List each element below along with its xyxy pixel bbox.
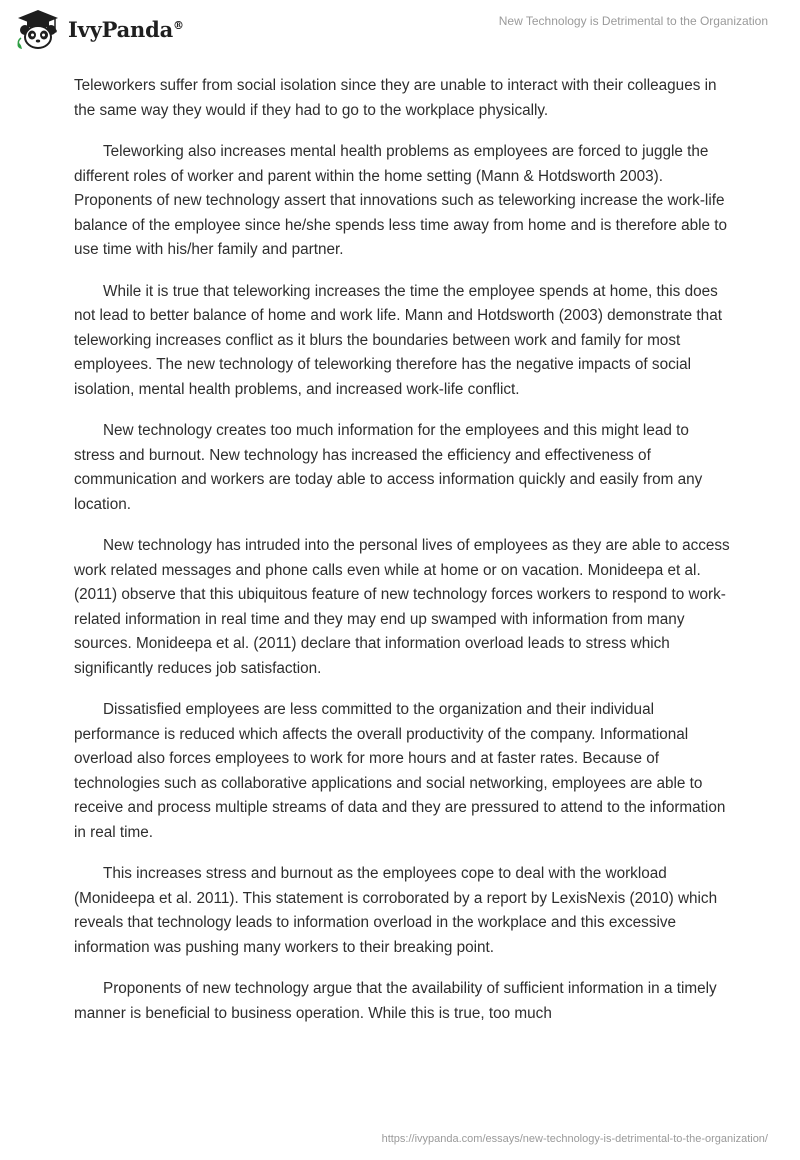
essay-body [74, 74, 730, 1043]
document-title: New Technology is Detrimental to the Organization [498, 14, 768, 28]
panda-graduate-icon [14, 8, 62, 50]
paragraph: Teleworking also increases mental health problems as employees are forced to juggle the different roles of worker and parent within the home setting (Mann & Hotdsworth 2003). Proponents of new technology assert that innovations such as teleworking increase the work-life balance of the employee since he/she spends less time away from home and is therefore able to use time with his/her family and partner. [74, 143, 728, 258]
paragraph: New technology has intruded into the personal lives of employees as they are able to access work related messages and phone calls even while at home or on vacation. Monideepa et al. (2011) observe that this ubiquitous feature of new technology forces workers to respond to work-related information in real time and they may end up swamped with information from many sources. Monideepa et al. (2011) declare that information overload leads to stress which significantly reduces job satisfaction. [74, 537, 730, 677]
paragraph: This increases stress and burnout as the employees cope to deal with the workload (Monideepa et al. 2011). This statement is corroborated by a report by LexisNexis (2010) which reveals that technology leads to information overload in the workplace and this excessive information was pushing many workers to their breaking point. [74, 865, 718, 956]
paragraph: Proponents of new technology argue that the availability of sufficient information in a timely manner is beneficial to business operation. While this is true, too much [74, 980, 717, 1022]
paragraph: New technology creates too much information for the employees and this might lead to stress and burnout. New technology has increased the efficiency and effectiveness of communication and workers are today able to access information quickly and easily from any location. [74, 422, 703, 513]
source-url[interactable]: https://ivypanda.com/essays/new-technology-is-detrimental-to-the-organization/ [381, 1133, 768, 1145]
paragraph: While it is true that teleworking increases the time the employee spends at home, this does not lead to better balance of home and work life. Mann and Hotdsworth (2003) demonstrate that teleworking increases conflict as it blurs the boundaries between work and family for most employees. The new technology of teleworking therefore has the negative impacts of social isolation, mental health problems, and increased work-life conflict. [74, 282, 722, 398]
paragraph: Teleworkers suffer from social isolation since they are unable to interact with their colleagues in the same way they would if they had to go to the workplace physically. [74, 77, 717, 119]
ivypanda-logo[interactable] [14, 8, 184, 50]
brand-name: IvyPanda® [68, 16, 184, 42]
page-header [0, 0, 800, 64]
paragraph: Dissatisfied employees are less committed to the organization and their individual performance is reduced which affects the overall productivity of the company. Informational overload also forces employees to work for more hours and at faster rates. Because of technologies such as collaborative applications and social networking, employees are able to receive and process multiple streams of data and they are pressured to attend to the information in real time. [74, 701, 726, 841]
